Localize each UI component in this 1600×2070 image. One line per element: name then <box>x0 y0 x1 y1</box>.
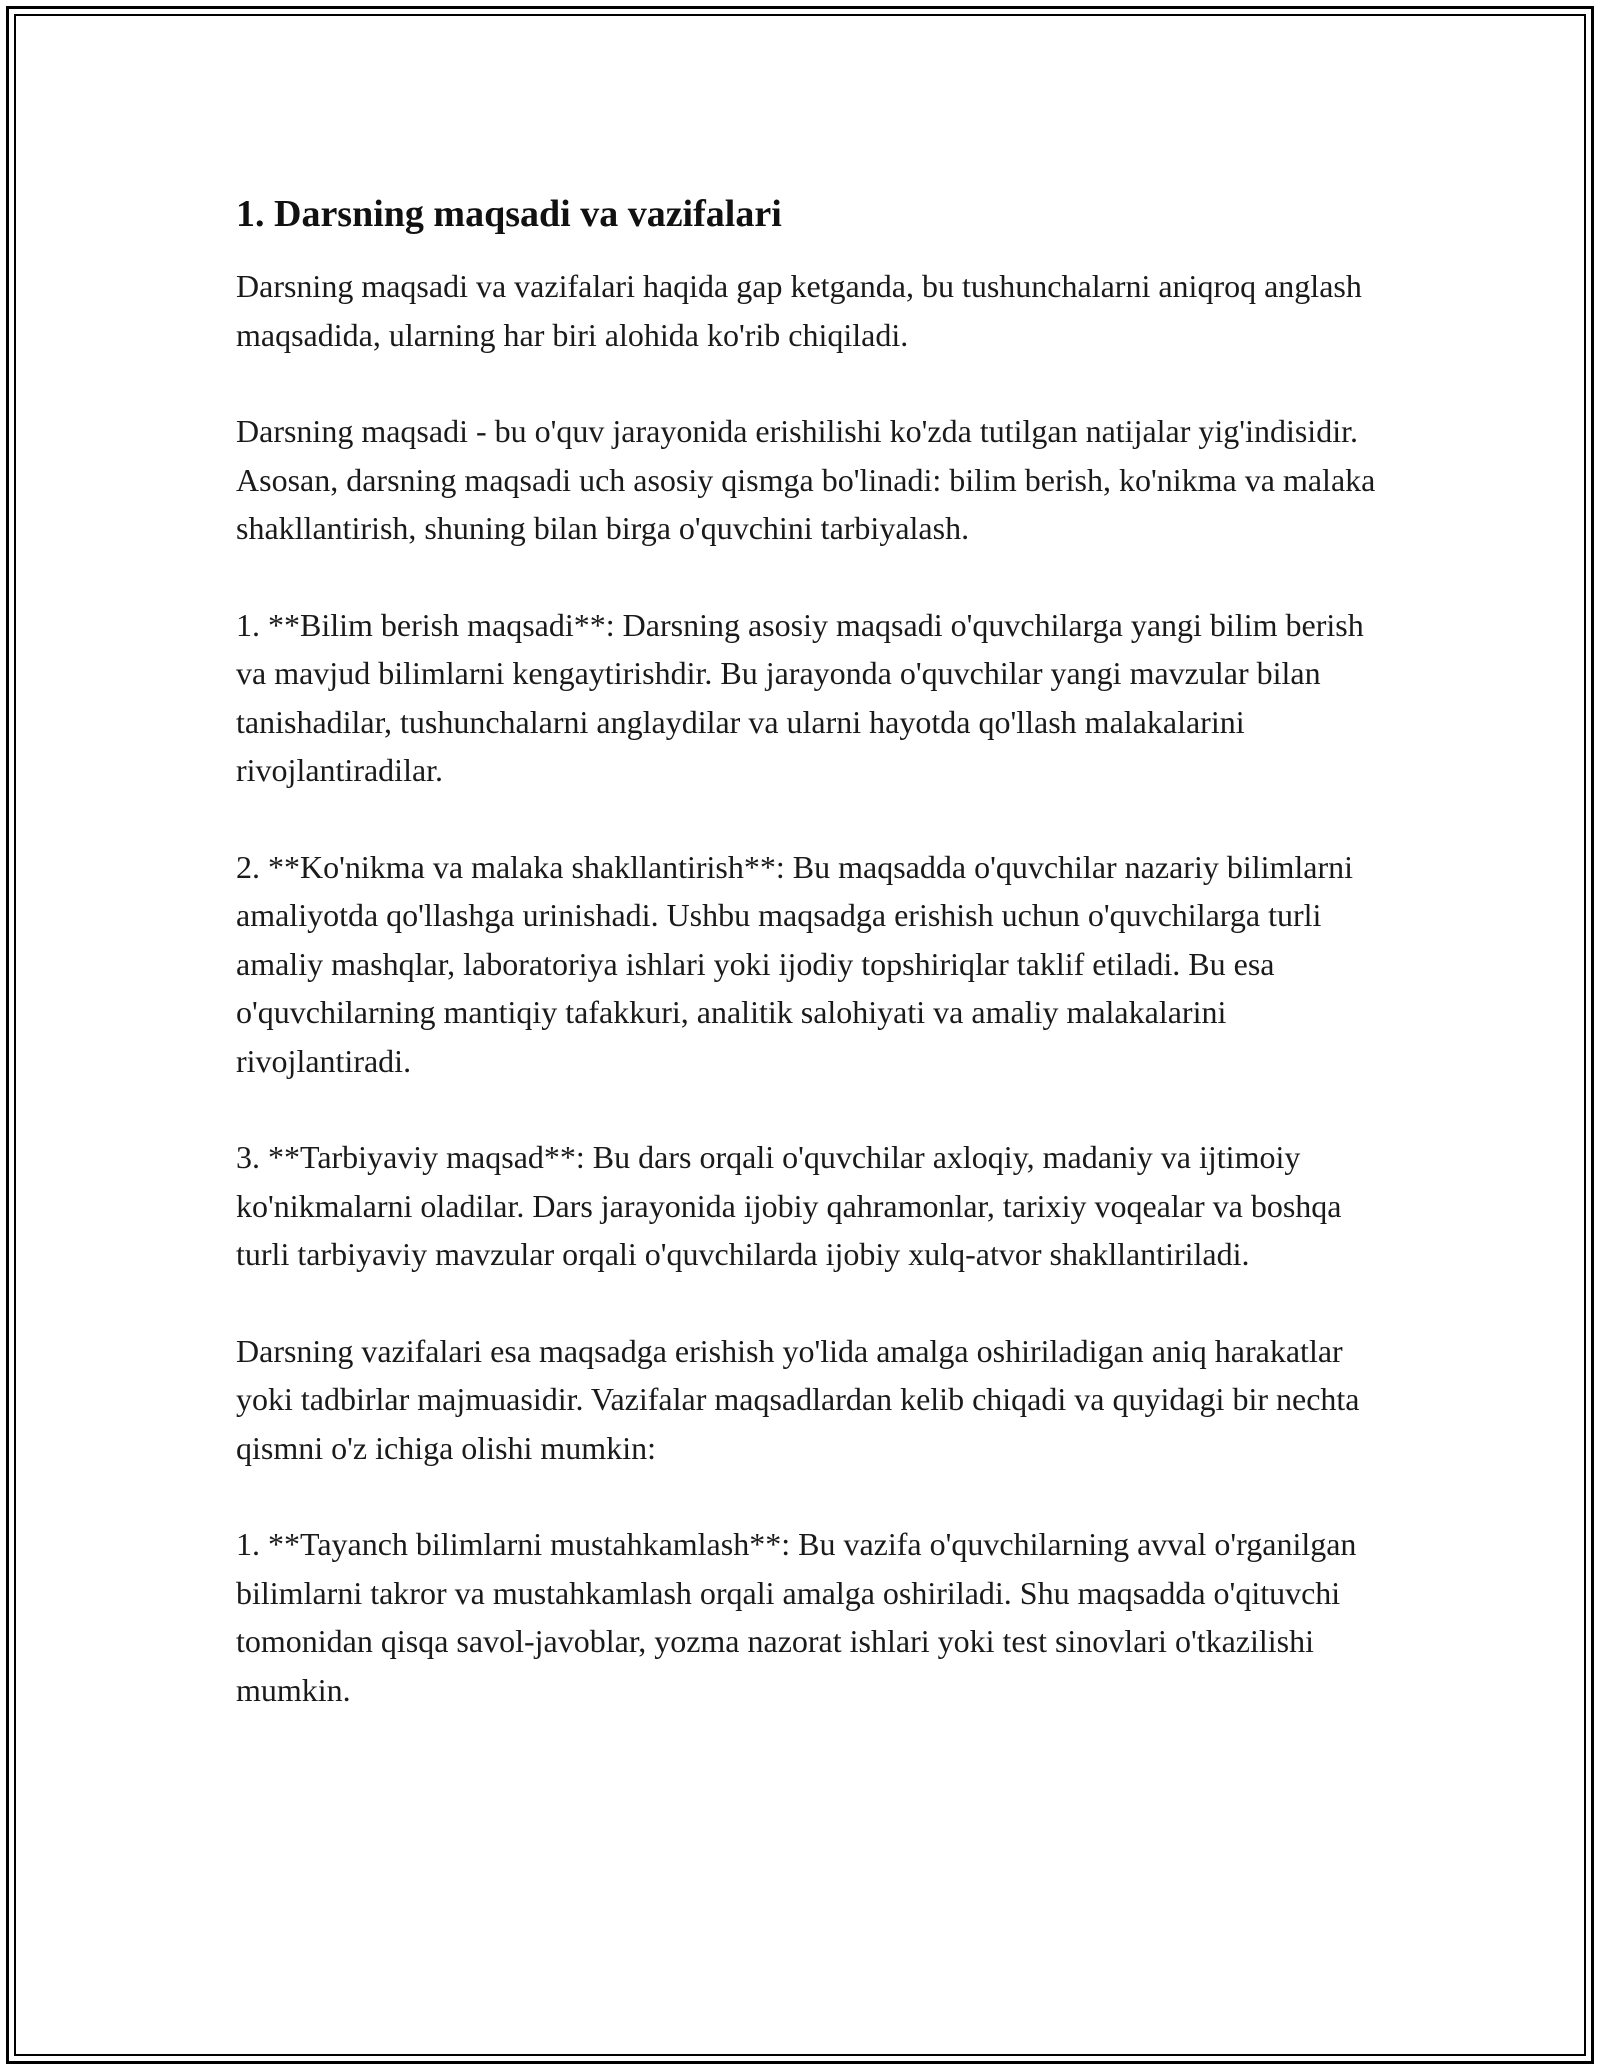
section-heading: 1. Darsning maqsadi va vazifalari <box>236 193 782 235</box>
paragraph-task-reinforcement: 1. **Tayanch bilimlarni mustahkamlash**: Bu vazifa o'quvchilarning avval o'rganilgan bilimlarni takror va mustahkamlash orqali amalga oshiriladi. Shu maqsadda o'qituvchi tomonidan qisqa savol-javoblar, yozma nazorat ishlari yoki test sinovlari o'tkazilishi mumkin. <box>236 1526 1357 1708</box>
paragraph-goal-upbringing: 3. **Tarbiyaviy maqsad**: Bu dars orqali o'quvchilar axloqiy, madaniy va ijtimoiy ko'nikmalarni oladilar. Dars jarayonida ijobiy qahramonlar, tarixiy voqealar va boshqa turli tarbiyaviy mavzular orqali o'quvchilarda ijobiy xulq-atvor shakllantiriladi. <box>236 1139 1342 1272</box>
document-body <box>236 188 1376 1714</box>
paragraph-goal-knowledge: 1. **Bilim berish maqsadi**: Darsning asosiy maqsadi o'quvchilarga yangi bilim berish va mavjud bilimlarni kengaytirishdir. Bu jarayonda o'quvchilar yangi mavzular bilan tanishadilar, tushunchalarni anglaydilar va ularni hayotda qo'llash malakalarini rivojlantiradilar. <box>236 606 1364 788</box>
paragraph-goal-definition: Darsning maqsadi - bu o'quv jarayonida erishilishi ko'zda tutilgan natijalar yig'indisidir. Asosan, darsning maqsadi uch asosiy qismga bo'linadi: bilim berish, ko'nikma va malaka shakllantirish, shuning bilan birga o'quvchini tarbiyalash. <box>236 413 1376 546</box>
paragraph-goal-skills: 2. **Ko'nikma va malaka shakllantirish**: Bu maqsadda o'quvchilar nazariy bilimlarni amaliyotda qo'llashga urinishadi. Ushbu maqsadga erishish uchun o'quvchilarga turli amaliy mashqlar, laboratoriya ishlari yoki ijodiy topshiriqlar taklif etiladi. Bu esa o'quvchilarning mantiqiy tafakkuri, analitik salohiyati va amaliy malakalarini rivojlantiradi. <box>236 848 1354 1079</box>
paragraph-intro: Darsning maqsadi va vazifalari haqida gap ketganda, bu tushunchalarni aniqroq anglash maqsadida, ularning har biri alohida ko'rib chiqiladi. <box>236 268 1362 353</box>
paragraph-tasks-definition: Darsning vazifalari esa maqsadga erishish yo'lida amalga oshiriladigan aniq harakatlar yoki tadbirlar majmuasidir. Vazifalar maqsadlardan kelib chiqadi va quyidagi bir nechta qismni o'z ichiga olishi mumkin: <box>236 1332 1360 1466</box>
